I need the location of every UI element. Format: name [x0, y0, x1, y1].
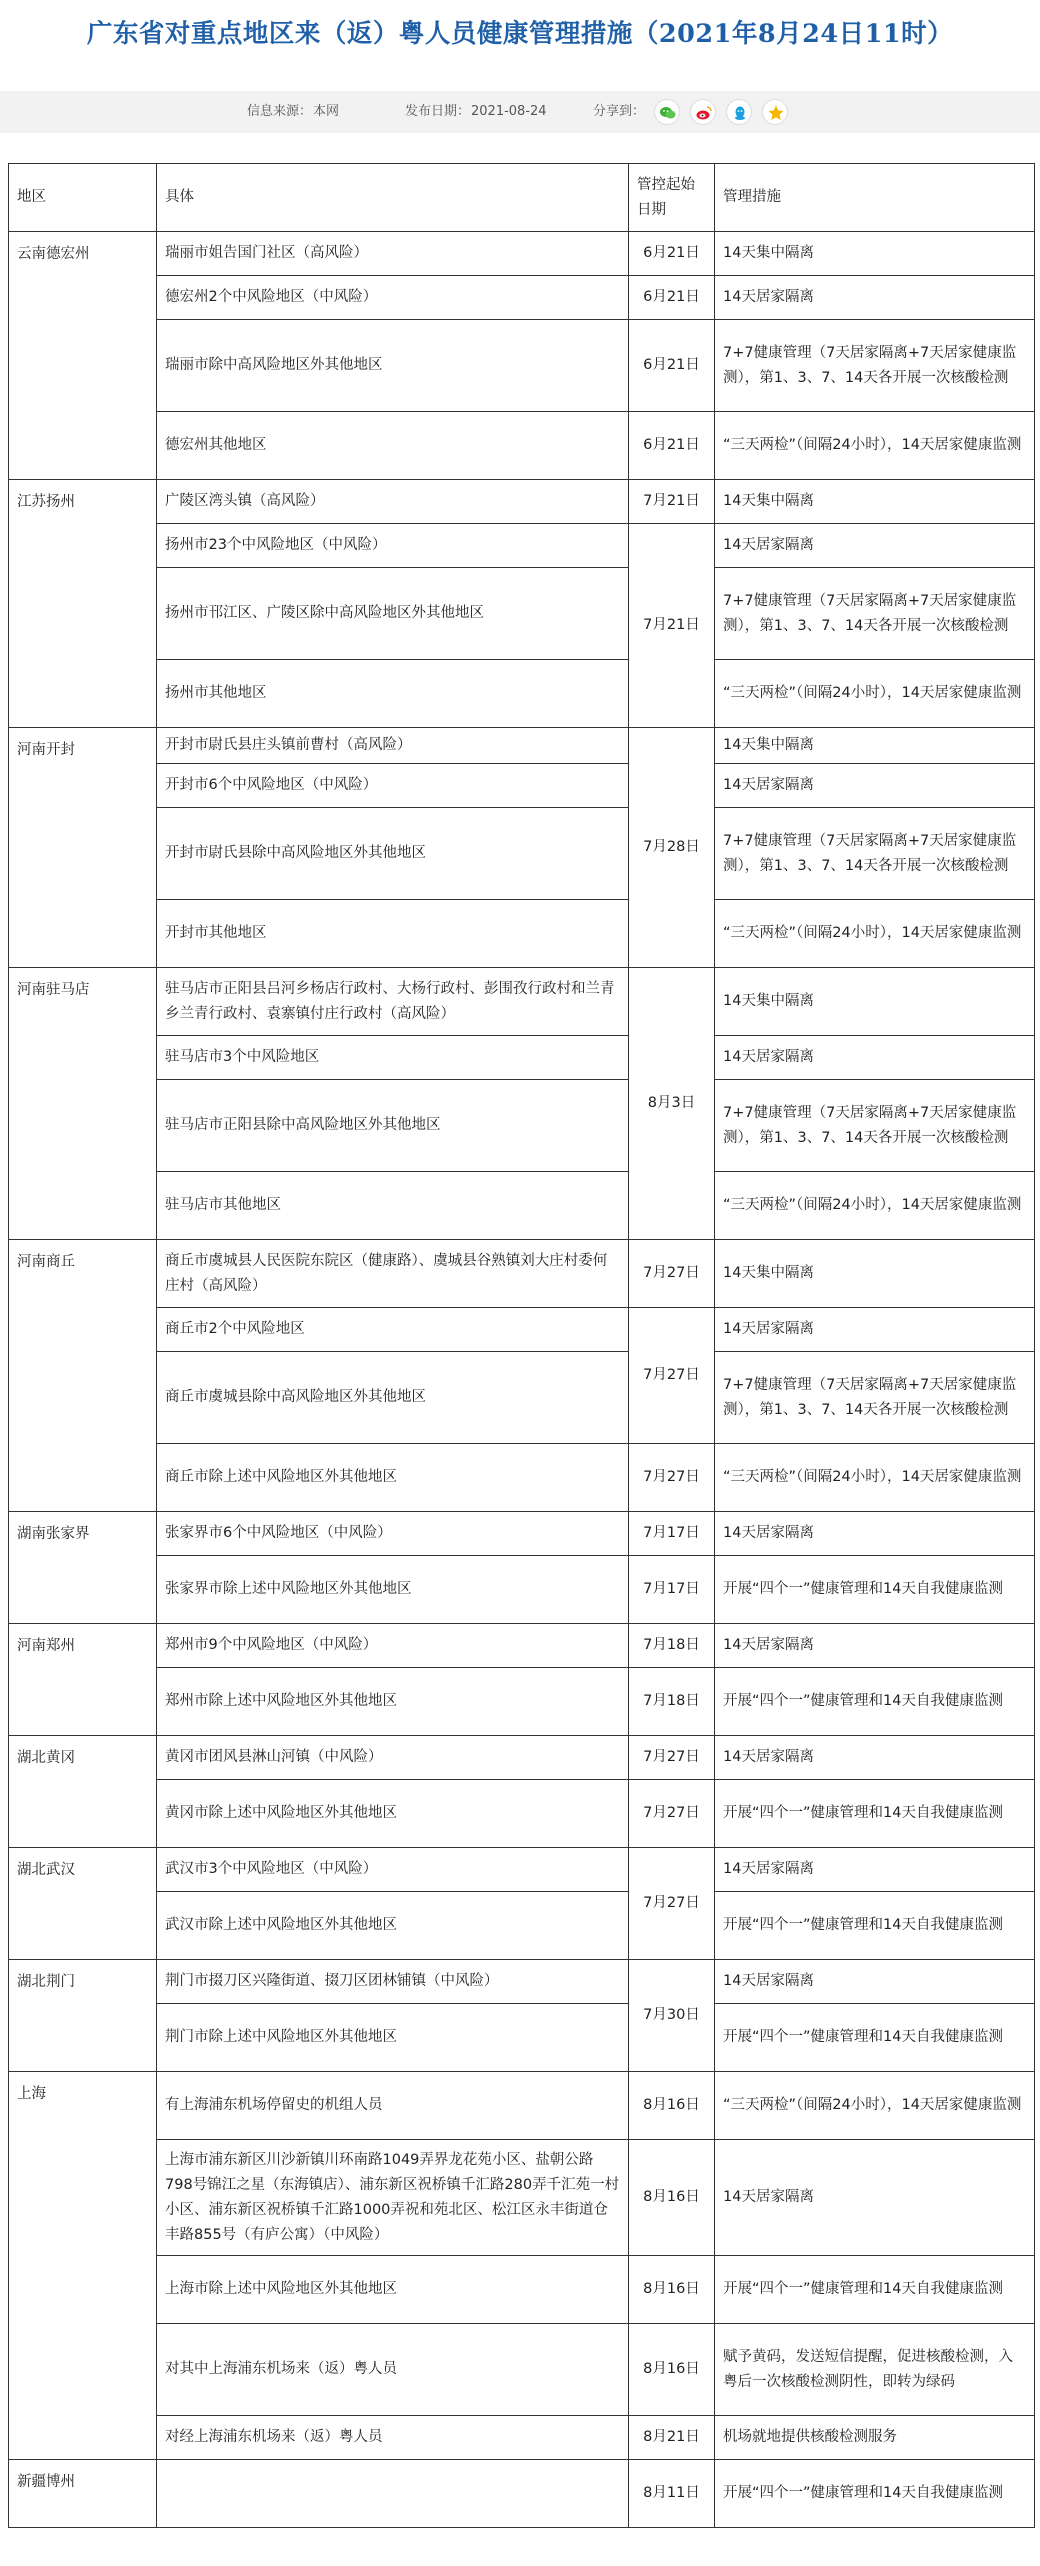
- measure-cell: 14天集中隔离: [715, 480, 1035, 524]
- measure-cell: 14天居家隔离: [715, 1960, 1035, 2004]
- table-row: [9, 1960, 1035, 2004]
- table-header-row: [9, 164, 1035, 232]
- measure-cell: 14天集中隔离: [715, 968, 1035, 1036]
- table-row: [9, 900, 1035, 968]
- date-cell: 7月27日: [629, 1848, 715, 1960]
- detail-cell: 张家界市除上述中风险地区外其他地区: [157, 1556, 629, 1624]
- detail-cell: 开封市其他地区: [157, 900, 629, 968]
- detail-cell: 驻马店市正阳县除中高风险地区外其他地区: [157, 1080, 629, 1172]
- detail-cell: 黄冈市除上述中风险地区外其他地区: [157, 1780, 629, 1848]
- table-row: [9, 412, 1035, 480]
- date-cell: 6月21日: [629, 320, 715, 412]
- measure-cell: 7+7健康管理（7天居家隔离+7天居家健康监测），第1、3、7、14天各开展一次核酸检测: [715, 568, 1035, 660]
- detail-cell: 广陵区湾头镇（高风险）: [157, 480, 629, 524]
- detail-cell: 德宏州其他地区: [157, 412, 629, 480]
- measure-cell: 开展“四个一”健康管理和14天自我健康监测: [715, 2256, 1035, 2324]
- date-cell: 7月18日: [629, 1668, 715, 1736]
- detail-cell: 对经上海浦东机场来（返）粤人员: [157, 2416, 629, 2460]
- wechat-icon[interactable]: [654, 99, 680, 125]
- measure-cell: “三天两检”（间隔24小时），14天居家健康监测: [715, 1444, 1035, 1512]
- date-cell: 8月3日: [629, 968, 715, 1240]
- region-cell: 新疆博州: [9, 2460, 157, 2528]
- region-cell: 河南开封: [9, 728, 157, 968]
- measure-cell: 14天居家隔离: [715, 524, 1035, 568]
- share-label: 分享到：: [593, 104, 646, 119]
- region-cell: 湖南张家界: [9, 1512, 157, 1624]
- date-cell: 7月27日: [629, 1780, 715, 1848]
- measure-cell: 14天集中隔离: [715, 728, 1035, 764]
- qq-icon[interactable]: [726, 99, 752, 125]
- measure-cell: “三天两检”（间隔24小时），14天居家健康监测: [715, 1172, 1035, 1240]
- header-region: 地区: [9, 164, 157, 232]
- table-row: [9, 2460, 1035, 2528]
- measure-cell: 开展“四个一”健康管理和14天自我健康监测: [715, 1556, 1035, 1624]
- detail-cell: 荆门市除上述中风险地区外其他地区: [157, 2004, 629, 2072]
- table-row: [9, 1848, 1035, 1892]
- table-row: [9, 728, 1035, 764]
- table-row: [9, 1036, 1035, 1080]
- table-row: [9, 1080, 1035, 1172]
- measure-cell: 14天居家隔离: [715, 1624, 1035, 1668]
- table-row: [9, 2072, 1035, 2140]
- table-row: [9, 1172, 1035, 1240]
- table-row: [9, 660, 1035, 728]
- detail-cell: 开封市尉氏县除中高风险地区外其他地区: [157, 808, 629, 900]
- region-cell: 云南德宏州: [9, 232, 157, 480]
- date-cell: 7月17日: [629, 1556, 715, 1624]
- measure-cell: 14天居家隔离: [715, 2140, 1035, 2256]
- article-meta-bar: [0, 91, 1040, 133]
- date-cell: 8月16日: [629, 2256, 715, 2324]
- header-measure: 管理措施: [715, 164, 1035, 232]
- detail-cell: [157, 2460, 629, 2528]
- table-row: [9, 2416, 1035, 2460]
- measure-cell: 7+7健康管理（7天居家隔离+7天居家健康监测），第1、3、7、14天各开展一次核酸检测: [715, 1080, 1035, 1172]
- weibo-icon[interactable]: [690, 99, 716, 125]
- detail-cell: 瑞丽市除中高风险地区外其他地区: [157, 320, 629, 412]
- date-cell: 8月16日: [629, 2324, 715, 2416]
- region-cell: 河南驻马店: [9, 968, 157, 1240]
- detail-cell: 扬州市其他地区: [157, 660, 629, 728]
- table-row: [9, 1308, 1035, 1352]
- table-row: [9, 1624, 1035, 1668]
- region-cell: 湖北荆门: [9, 1960, 157, 2072]
- table-row: [9, 2004, 1035, 2072]
- detail-cell: 黄冈市团风县淋山河镇（中风险）: [157, 1736, 629, 1780]
- detail-cell: 开封市6个中风险地区（中风险）: [157, 764, 629, 808]
- table-row: [9, 1780, 1035, 1848]
- date-cell: 7月27日: [629, 1444, 715, 1512]
- region-cell: 江苏扬州: [9, 480, 157, 728]
- table-row: [9, 320, 1035, 412]
- table-row: [9, 808, 1035, 900]
- measure-cell: “三天两检”（间隔24小时），14天居家健康监测: [715, 900, 1035, 968]
- measure-cell: 14天居家隔离: [715, 1736, 1035, 1780]
- source-value: 本网: [313, 104, 340, 119]
- detail-cell: 有上海浦东机场停留史的机组人员: [157, 2072, 629, 2140]
- table-row: [9, 1556, 1035, 1624]
- measure-cell: 赋予黄码，发送短信提醒，促进核酸检测，入粤后一次核酸检测阴性，即转为绿码: [715, 2324, 1035, 2416]
- publish-date-value: 2021-08-24: [471, 104, 547, 119]
- measure-cell: 14天居家隔离: [715, 1036, 1035, 1080]
- date-cell: 7月18日: [629, 1624, 715, 1668]
- date-cell: 7月27日: [629, 1736, 715, 1780]
- date-cell: 7月30日: [629, 1960, 715, 2072]
- detail-cell: 驻马店市3个中风险地区: [157, 1036, 629, 1080]
- table-row: [9, 568, 1035, 660]
- health-measures-table: [8, 163, 1035, 2528]
- date-cell: 7月28日: [629, 728, 715, 968]
- measure-cell: 14天居家隔离: [715, 276, 1035, 320]
- detail-cell: 驻马店市正阳县吕河乡杨店行政村、大杨行政村、彭围孜行政村和兰青乡兰青行政村、袁寨镇付庄行政村（高风险）: [157, 968, 629, 1036]
- measure-cell: 14天居家隔离: [715, 764, 1035, 808]
- table-row: [9, 1240, 1035, 1308]
- source-label: 信息来源：: [247, 104, 313, 119]
- region-cell: 湖北武汉: [9, 1848, 157, 1960]
- table-row: [9, 1444, 1035, 1512]
- detail-cell: 武汉市3个中风险地区（中风险）: [157, 1848, 629, 1892]
- detail-cell: 驻马店市其他地区: [157, 1172, 629, 1240]
- region-cell: 河南郑州: [9, 1624, 157, 1736]
- measure-cell: 机场就地提供核酸检测服务: [715, 2416, 1035, 2460]
- table-row: [9, 480, 1035, 524]
- date-cell: 8月16日: [629, 2140, 715, 2256]
- table-row: [9, 2256, 1035, 2324]
- table-row: [9, 1352, 1035, 1444]
- table-row: [9, 1668, 1035, 1736]
- detail-cell: 德宏州2个中风险地区（中风险）: [157, 276, 629, 320]
- date-cell: 6月21日: [629, 232, 715, 276]
- table-row: [9, 2140, 1035, 2256]
- table-row: [9, 968, 1035, 1036]
- detail-cell: 郑州市除上述中风险地区外其他地区: [157, 1668, 629, 1736]
- header-detail: 具体: [157, 164, 629, 232]
- measure-cell: “三天两检”（间隔24小时），14天居家健康监测: [715, 660, 1035, 728]
- publish-date-label: 发布日期：: [405, 104, 471, 119]
- detail-cell: 张家界市6个中风险地区（中风险）: [157, 1512, 629, 1556]
- measure-cell: 开展“四个一”健康管理和14天自我健康监测: [715, 1780, 1035, 1848]
- table-row: [9, 276, 1035, 320]
- measure-cell: 开展“四个一”健康管理和14天自我健康监测: [715, 2004, 1035, 2072]
- measure-cell: 7+7健康管理（7天居家隔离+7天居家健康监测），第1、3、7、14天各开展一次核酸检测: [715, 1352, 1035, 1444]
- detail-cell: 商丘市2个中风险地区: [157, 1308, 629, 1352]
- detail-cell: 荆门市掇刀区兴隆街道、掇刀区团林铺镇（中风险）: [157, 1960, 629, 2004]
- date-cell: 8月21日: [629, 2416, 715, 2460]
- detail-cell: 开封市尉氏县庄头镇前曹村（高风险）: [157, 728, 629, 764]
- table-row: [9, 1892, 1035, 1960]
- table-row: [9, 2324, 1035, 2416]
- date-cell: 7月17日: [629, 1512, 715, 1556]
- date-cell: 6月21日: [629, 412, 715, 480]
- region-cell: 上海: [9, 2072, 157, 2460]
- measure-cell: 7+7健康管理（7天居家隔离+7天居家健康监测），第1、3、7、14天各开展一次核酸检测: [715, 808, 1035, 900]
- detail-cell: 扬州市23个中风险地区（中风险）: [157, 524, 629, 568]
- header-date: 管控起始日期: [629, 164, 715, 232]
- date-cell: 7月27日: [629, 1240, 715, 1308]
- date-cell: 7月27日: [629, 1308, 715, 1444]
- detail-cell: 商丘市虞城县除中高风险地区外其他地区: [157, 1352, 629, 1444]
- measure-cell: 14天居家隔离: [715, 1512, 1035, 1556]
- measure-cell: 14天居家隔离: [715, 1848, 1035, 1892]
- favorite-star-icon[interactable]: [762, 99, 788, 125]
- measure-cell: “三天两检”（间隔24小时），14天居家健康监测: [715, 2072, 1035, 2140]
- detail-cell: 武汉市除上述中风险地区外其他地区: [157, 1892, 629, 1960]
- measure-cell: 14天集中隔离: [715, 1240, 1035, 1308]
- measure-cell: 14天居家隔离: [715, 1308, 1035, 1352]
- detail-cell: 商丘市虞城县人民医院东院区（健康路）、虞城县谷熟镇刘大庄村委何庄村（高风险）: [157, 1240, 629, 1308]
- measure-cell: “三天两检”（间隔24小时），14天居家健康监测: [715, 412, 1035, 480]
- detail-cell: 上海市浦东新区川沙新镇川环南路1049弄界龙花苑小区、盐朝公路798号锦江之星（东海镇店）、浦东新区祝桥镇千汇路280弄千汇苑一村小区、浦东新区祝桥镇千汇路1000弄祝和苑北区、松江区永丰街道仓丰路855号（有庐公寓）（中风险）: [157, 2140, 629, 2256]
- date-cell: 8月16日: [629, 2072, 715, 2140]
- region-cell: 湖北黄冈: [9, 1736, 157, 1848]
- detail-cell: 对其中上海浦东机场来（返）粤人员: [157, 2324, 629, 2416]
- detail-cell: 郑州市9个中风险地区（中风险）: [157, 1624, 629, 1668]
- table-row: [9, 1512, 1035, 1556]
- page-title: 广东省对重点地区来（返）粤人员健康管理措施（2021年8月24日11时）: [86, 19, 954, 49]
- table-row: [9, 524, 1035, 568]
- date-cell: 7月21日: [629, 524, 715, 728]
- table-row: [9, 232, 1035, 276]
- measure-cell: 开展“四个一”健康管理和14天自我健康监测: [715, 1668, 1035, 1736]
- measure-cell: 开展“四个一”健康管理和14天自我健康监测: [715, 2460, 1035, 2528]
- measure-cell: 开展“四个一”健康管理和14天自我健康监测: [715, 1892, 1035, 1960]
- table-row: [9, 1736, 1035, 1780]
- date-cell: 7月21日: [629, 480, 715, 524]
- table-row: [9, 764, 1035, 808]
- detail-cell: 上海市除上述中风险地区外其他地区: [157, 2256, 629, 2324]
- detail-cell: 商丘市除上述中风险地区外其他地区: [157, 1444, 629, 1512]
- measure-cell: 14天集中隔离: [715, 232, 1035, 276]
- region-cell: 河南商丘: [9, 1240, 157, 1512]
- date-cell: 6月21日: [629, 276, 715, 320]
- detail-cell: 扬州市邗江区、广陵区除中高风险地区外其他地区: [157, 568, 629, 660]
- date-cell: 8月11日: [629, 2460, 715, 2528]
- detail-cell: 瑞丽市姐告国门社区（高风险）: [157, 232, 629, 276]
- measure-cell: 7+7健康管理（7天居家隔离+7天居家健康监测），第1、3、7、14天各开展一次核酸检测: [715, 320, 1035, 412]
